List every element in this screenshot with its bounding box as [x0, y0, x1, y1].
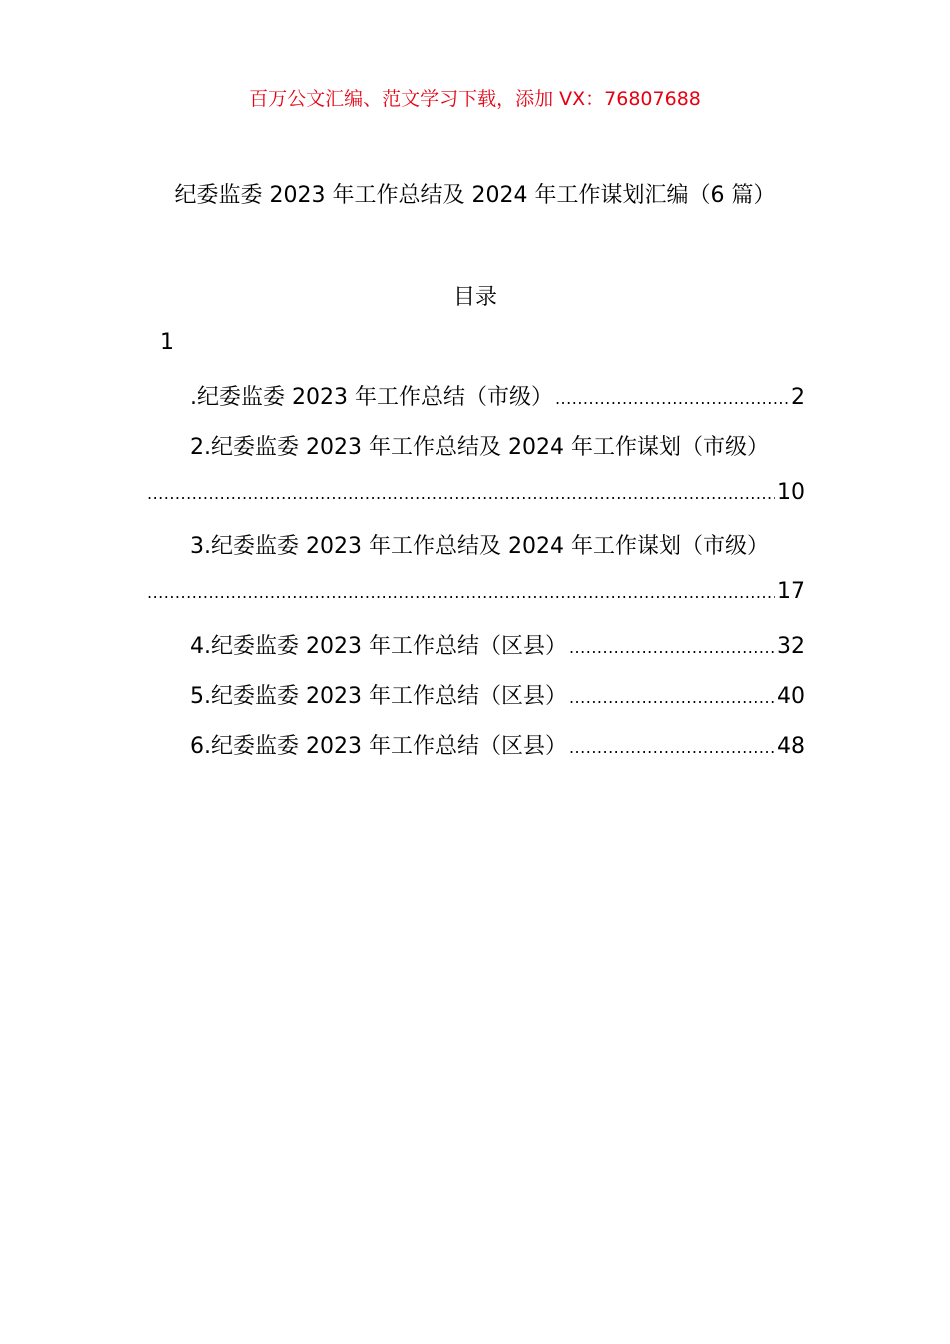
- toc-leader-dots: [569, 688, 775, 707]
- toc-stray-number: 1: [160, 330, 174, 355]
- toc-entry-page: 17: [777, 579, 805, 604]
- toc-entry-2[interactable]: [190, 430, 769, 461]
- toc-entry-1[interactable]: [190, 380, 805, 412]
- toc-leader-dots: [569, 638, 775, 657]
- toc-entry-3-leader[interactable]: [145, 579, 805, 611]
- toc-entry-text: 2.纪委监委 2023 年工作总结及 2024 年工作谋划（市级）: [190, 435, 769, 460]
- toc-entry-5[interactable]: [190, 679, 805, 711]
- toc-entry-text: 3.纪委监委 2023 年工作总结及 2024 年工作谋划（市级）: [190, 534, 769, 559]
- toc-entry-page: 40: [777, 684, 805, 709]
- toc-entry-text: 5.纪委监委 2023 年工作总结（区县）: [190, 684, 567, 709]
- toc-entry-text: 4.纪委监委 2023 年工作总结（区县）: [190, 634, 567, 659]
- toc-leader-dots: [147, 484, 775, 503]
- toc-entry-page: 32: [777, 634, 805, 659]
- toc-entry-3[interactable]: [190, 529, 769, 560]
- toc-entry-2-leader[interactable]: [145, 480, 805, 512]
- toc-entry-text: .纪委监委 2023 年工作总结（市级）: [190, 385, 553, 410]
- toc-entry-page: 2: [791, 385, 805, 410]
- toc-entry-text: 6.纪委监委 2023 年工作总结（区县）: [190, 734, 567, 759]
- document-title: 纪委监委 2023 年工作总结及 2024 年工作谋划汇编（6 篇）: [174, 183, 776, 208]
- toc-leader-dots: [147, 583, 775, 602]
- toc-leader-dots: [555, 389, 789, 408]
- toc-entry-6[interactable]: [190, 729, 805, 761]
- toc-entry-page: 10: [777, 480, 805, 505]
- header-banner: 百万公文汇编、范文学习下载，添加 VX：76807688: [249, 88, 701, 110]
- toc-entry-4[interactable]: [190, 629, 805, 661]
- toc-entry-page: 48: [777, 734, 805, 759]
- toc-leader-dots: [569, 738, 775, 757]
- toc-heading: 目录: [452, 285, 497, 310]
